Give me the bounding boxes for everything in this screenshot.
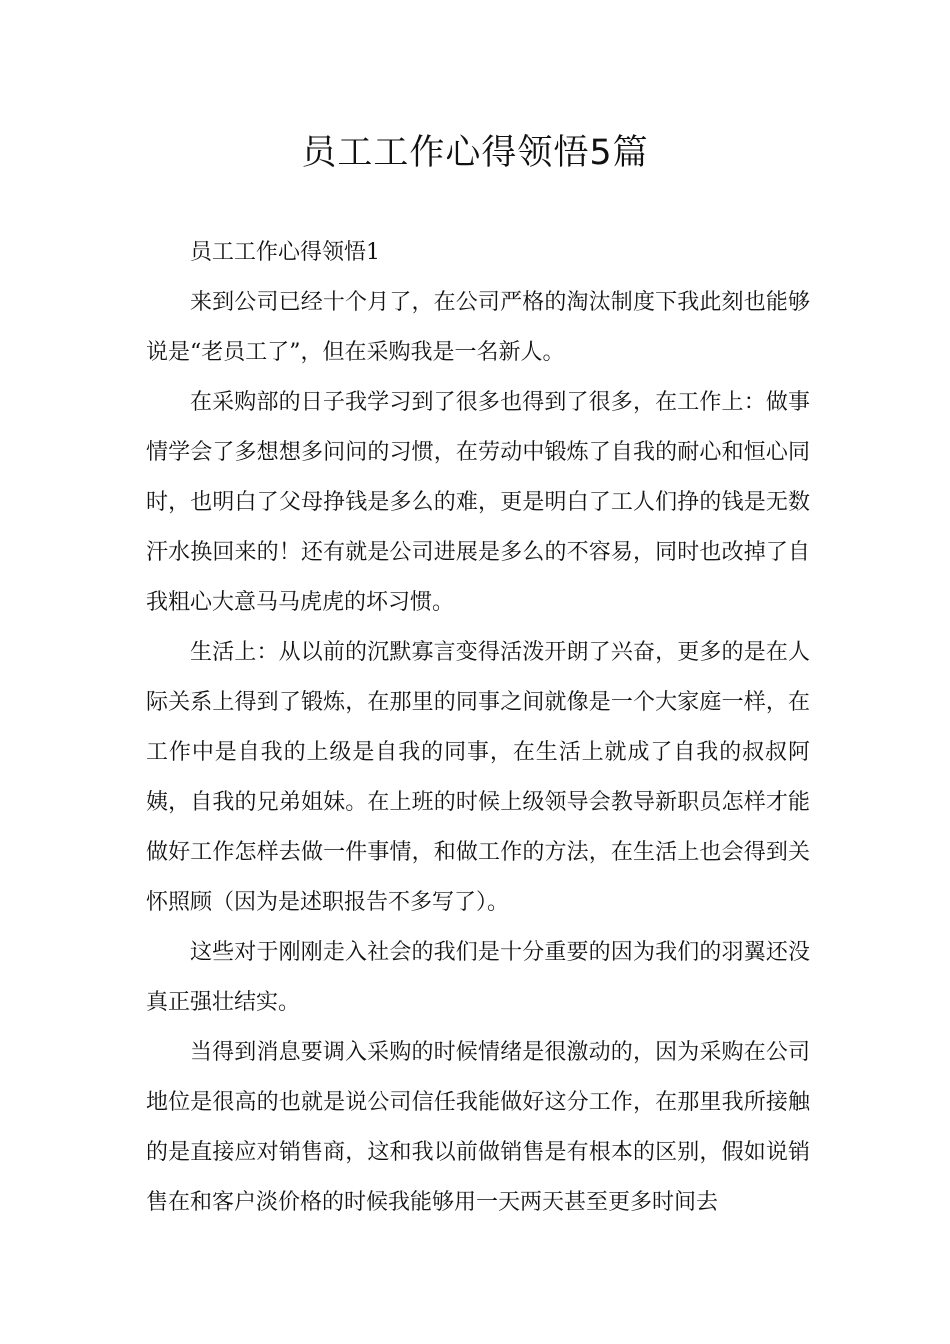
paragraph: 来到公司已经十个月了，在公司严格的淘汰制度下我此刻也能够说是“老员工了”，但在采购我是一名新人。 bbox=[146, 290, 810, 365]
paragraph: 当得到消息要调入采购的时候情绪是很激动的，因为采购在公司地位是很高的也就是说公司信任我能做好这分工作，在那里我所接触的是直接应对销售商，这和我以前做销售是有根本的区别，假如说销售在和客户淡价格的时候我能够用一天两天甚至更多时间去 bbox=[146, 1040, 810, 1215]
paragraph: 在采购部的日子我学习到了很多也得到了很多，在工作上：做事情学会了多想想多问问的习惯，在劳动中锻炼了自我的耐心和恒心同时，也明白了父母挣钱是多么的难，更是明白了工人们挣的钱是无数汗水换回来的！还有就是公司进展是多么的不容易，同时也改掉了自我粗心大意马马虎虎的坏习惯。 bbox=[146, 390, 810, 615]
document-body bbox=[146, 228, 810, 1228]
paragraph: 这些对于刚刚走入社会的我们是十分重要的因为我们的羽翼还没真正强壮结实。 bbox=[146, 940, 810, 1015]
document-title: 员工工作心得领悟5篇 bbox=[301, 133, 649, 173]
paragraph: 生活上：从以前的沉默寡言变得活泼开朗了兴奋，更多的是在人际关系上得到了锻炼，在那里的同事之间就像是一个大家庭一样，在工作中是自我的上级是自我的同事，在生活上就成了自我的叔叔阿姨，自我的兄弟姐妹。在上班的时候上级领导会教导新职员怎样才能做好工作怎样去做一件事情，和做工作的方法，在生活上也会得到关怀照顾（因为是述职报告不多写了）。 bbox=[146, 640, 810, 915]
section-heading: 员工工作心得领悟1 bbox=[190, 240, 380, 265]
